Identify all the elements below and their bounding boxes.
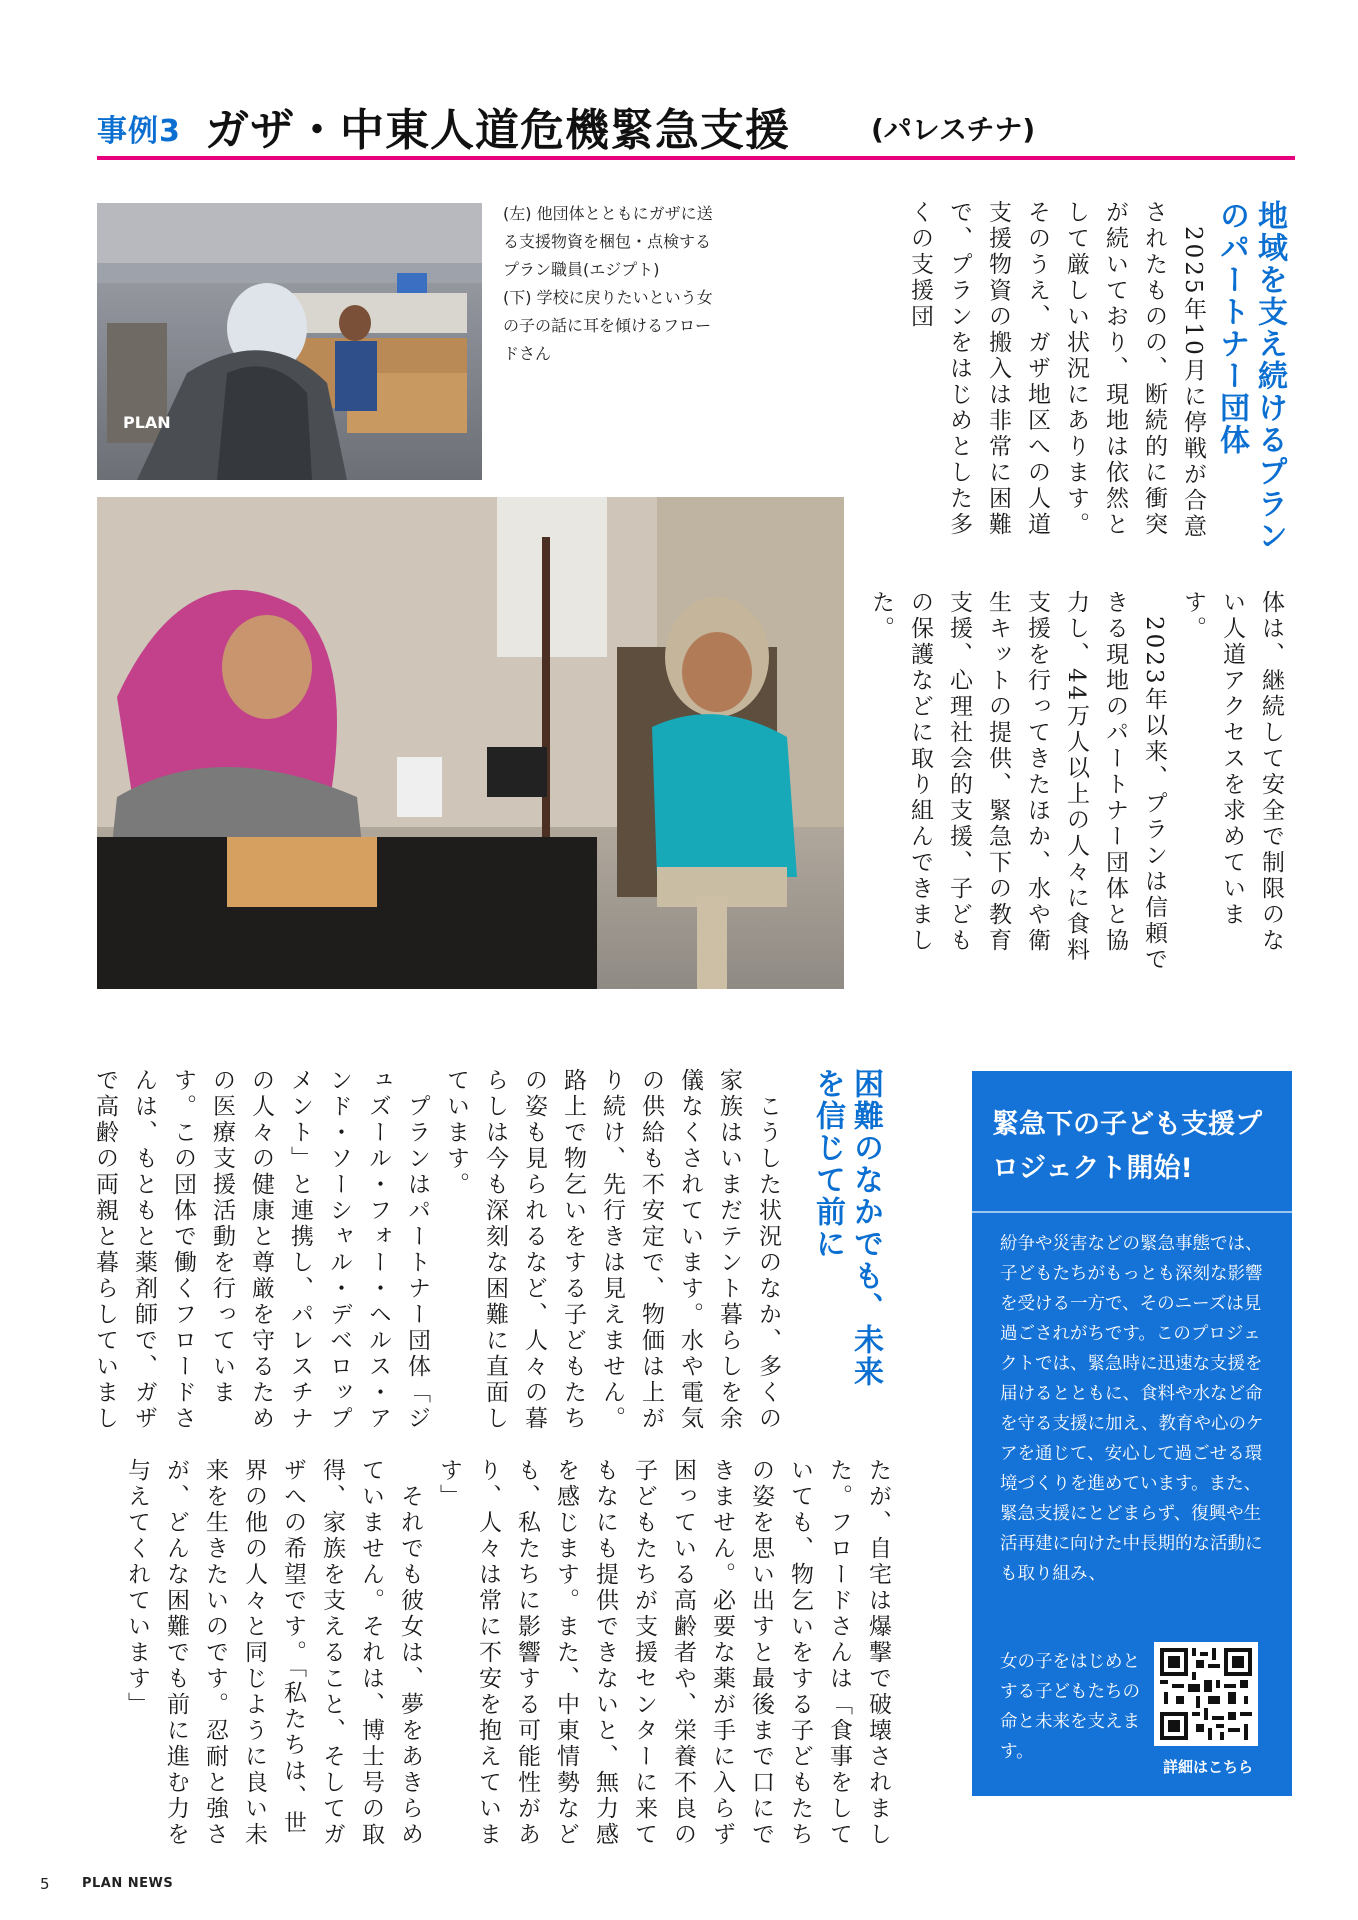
photo-interview-icon [97, 497, 844, 989]
photo-packing-aid-icon [97, 203, 482, 480]
caption-bottom: (下) 学校に戻りたいという女の子の話に耳を傾けるフロードさん [503, 288, 713, 363]
vest-logo: PLAN [123, 413, 171, 432]
qr-code[interactable] [1154, 1642, 1258, 1746]
section1-heading: 地域を支え続けるプランのパートナー団体 [1214, 200, 1287, 552]
photo-packing-aid [97, 203, 482, 480]
photo-interview [97, 497, 844, 989]
qr-code-icon [1160, 1648, 1252, 1740]
details-link[interactable]: 詳細はこちら [1162, 1758, 1253, 1776]
box-divider [972, 1211, 1292, 1213]
caption-left: (左) 他団体とともにガザに送る支援物資を梱包・点検するプラン職員(エジプト) [503, 204, 713, 279]
photo-caption [503, 200, 718, 368]
box-body: 紛争や災害などの緊急事態では、子どもたちがもっとも深刻な影響を受ける一方で、そのニーズは見過ごされがちです。このプロジェクトでは、緊急時に迅速な支援を届けるとともに、食料や水など命を守る支援に加え、教育や心のケアを通じて、安心して過ごせる環境づくりを進めています。また、緊急支援にとどまらず、復興や生活再建に向けた中長期的な活動にも取り組み、 [1000, 1234, 1264, 1584]
box-body-tail: 女の子をはじめとする子どもたちの命と未来を支えます。 [1000, 1652, 1140, 1762]
section2-body-part2: たが、自宅は爆撃で破壊されました。フロードさんは「食事をしていても、物乞いをする子どもたちの姿を思い出すと最後まで口にできません。必要な薬が手に入らず困っている高齢者や、栄養不良の子どもたちが支援センターに来てもなにも提供できないと、無力感を感じます。また、中東情勢なども、私たちに影響する可能性があり、人々は常に不安を抱えています」 それでも彼女は、夢をあきらめていません。それは、博士号の取得、家族を支えること、そしてガザへの希望です。「私たちは、世界の他の人々と同じように良い未来を生きたいのです。忍耐と強さが、どんな困難でも前に進む力を与えてくれています」 [124, 1458, 891, 1848]
section2-heading: 困難のなかでも、未来を信じて前に [810, 1068, 883, 1388]
box-title: 緊急下の子ども支援プロジェクト開始! [992, 1109, 1262, 1184]
project-info-box [972, 1071, 1292, 1796]
page-header [97, 92, 1295, 156]
header-rule [97, 156, 1295, 160]
section1-body-part2: 体は、継続して安全で制限のない人道アクセスを求めています。 2023年以来、プランは信頼できる現地のパートナー団体と協力し、44万人以上の人々に食料支援を行ってきたほか、水や衛生キットの提供、緊急下の教育支援、心理社会的支援、子どもの保護などに取り組んできました。 [868, 590, 1284, 973]
page-subtitle: (パレスチナ) [871, 113, 1036, 146]
page-number: 5 [40, 1875, 50, 1893]
case-label: 事例3 [97, 114, 181, 149]
section2-body-part1: こうした状況のなか、多くの家族はいまだテント暮らしを余儀なくされています。水や電気の供給も不安定で、物価は上がり続け、先行きは見えません。路上で物乞いをする子どもたちの姿も見られるなど、人々の暮らしは今も深刻な困難に直面しています。 プランはパートナー団体「ジュズール・フォー・ヘルス・アンド・ソーシャル・デベロップメント」と連携し、パレスチナの人々の健康と尊厳を守るための医療支援活動を行っています。この団体で働くフロードさんは、もともと薬剤師で、ガザで高齢の両親と暮らしていまし [92, 1068, 781, 1432]
page-title: ガザ・中東人道危機緊急支援 [205, 105, 790, 156]
section1-body-part1: 2025年10月に停戦が合意されたものの、断続的に衝突が続いており、現地は依然として厳しい状況にあります。そのうえ、ガザ地区への人道支援物資の搬入は非常に困難で、プランをはじめとした多くの支援団 [907, 200, 1206, 540]
footer-brand: PLAN NEWS [82, 1876, 174, 1891]
